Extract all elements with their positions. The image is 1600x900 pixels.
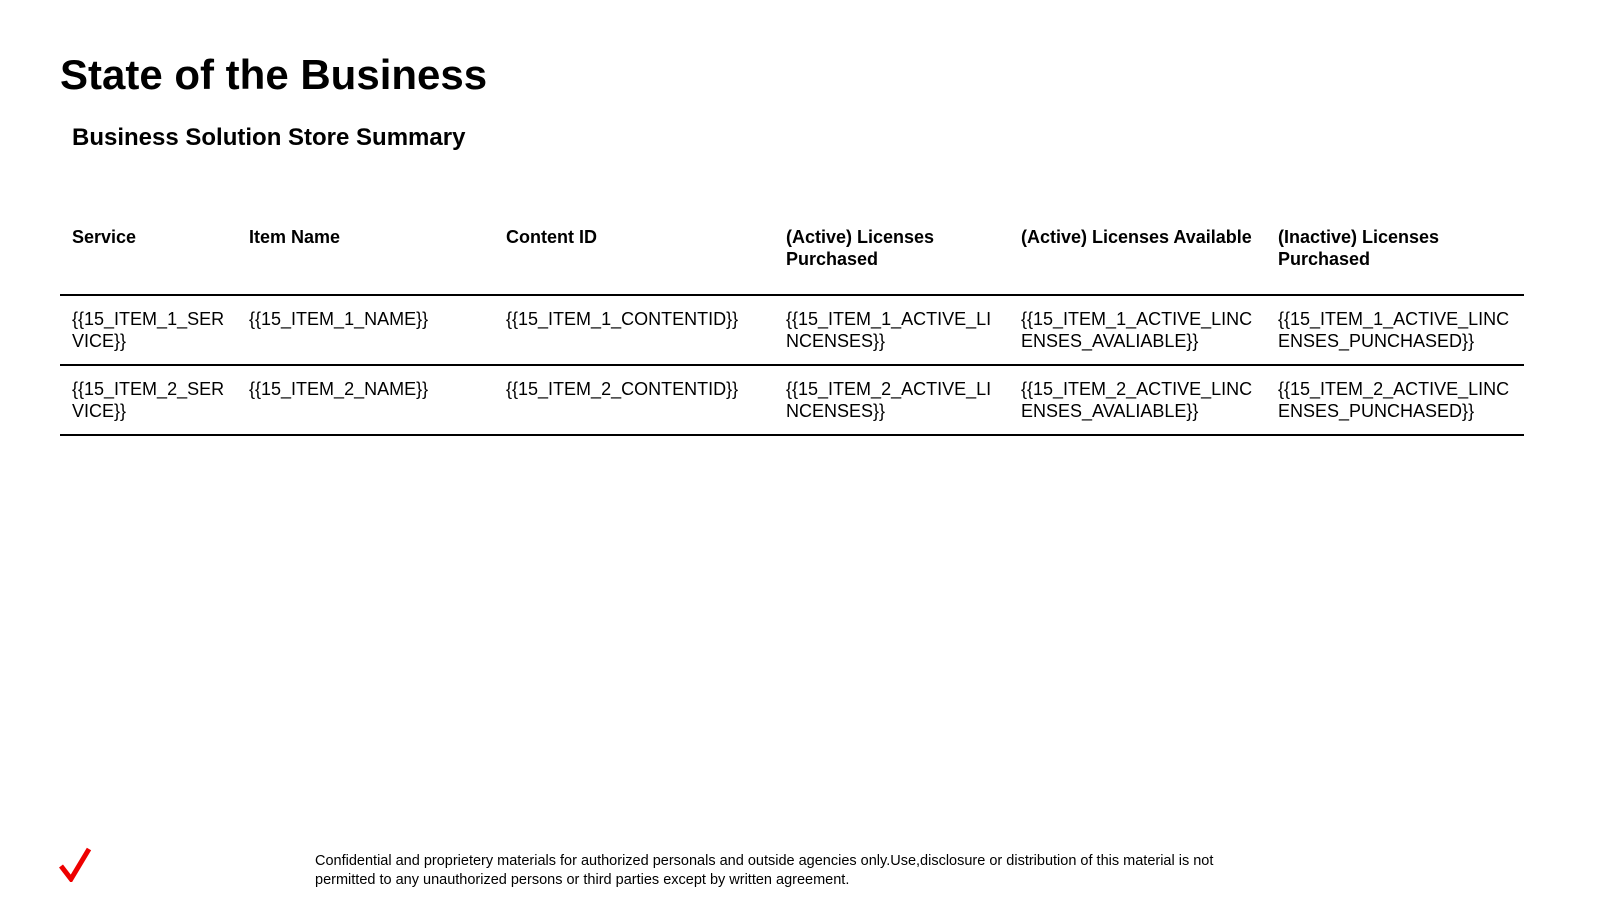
cell-content-id: {{15_ITEM_1_CONTENTID}}	[506, 309, 739, 329]
page-subtitle: Business Solution Store Summary	[72, 124, 466, 151]
confidentiality-notice: Confidential and proprietery materials for authorized personals and outside agencies only.Use,disclosure or distribution of this material is not permitted to any unauthorized persons or third parties except by written agreement.	[315, 853, 1214, 888]
cell-active-licenses-available: {{15_ITEM_2_ACTIVE_LINCENSES_AVALIABLE}}	[1021, 379, 1253, 421]
cell-service: {{15_ITEM_1_SERVICE}}	[72, 309, 225, 351]
header-content-id: Content ID	[506, 227, 597, 247]
cell-item-name: {{15_ITEM_1_NAME}}	[249, 309, 429, 329]
cell-content-id: {{15_ITEM_2_CONTENTID}}	[506, 379, 739, 399]
header-active-licenses-purchased: (Active) Licenses Purchased	[786, 227, 935, 269]
cell-active-licenses-available: {{15_ITEM_1_ACTIVE_LINCENSES_AVALIABLE}}	[1021, 309, 1253, 351]
cell-item-name: {{15_ITEM_2_NAME}}	[249, 379, 429, 399]
table-header-row	[60, 218, 1524, 295]
cell-inactive-licenses-purchased: {{15_ITEM_2_ACTIVE_LINCENSES_PUNCHASED}}	[1278, 379, 1510, 421]
header-inactive-licenses-purchased: (Inactive) Licenses Purchased	[1278, 227, 1440, 269]
table-row	[60, 295, 1524, 365]
table-row	[60, 365, 1524, 435]
page-title: State of the Business	[60, 51, 488, 98]
cell-inactive-licenses-purchased: {{15_ITEM_1_ACTIVE_LINCENSES_PUNCHASED}}	[1278, 309, 1510, 351]
header-active-licenses-available: (Active) Licenses Available	[1021, 227, 1252, 247]
cell-active-licenses-purchased: {{15_ITEM_2_ACTIVE_LINCENSES}}	[786, 379, 992, 421]
header-service: Service	[72, 227, 137, 247]
cell-service: {{15_ITEM_2_SERVICE}}	[72, 379, 225, 421]
cell-active-licenses-purchased: {{15_ITEM_1_ACTIVE_LINCENSES}}	[786, 309, 992, 351]
checkmark-icon	[58, 846, 92, 882]
header-item-name: Item Name	[249, 227, 341, 247]
store-summary-table	[60, 218, 1524, 436]
